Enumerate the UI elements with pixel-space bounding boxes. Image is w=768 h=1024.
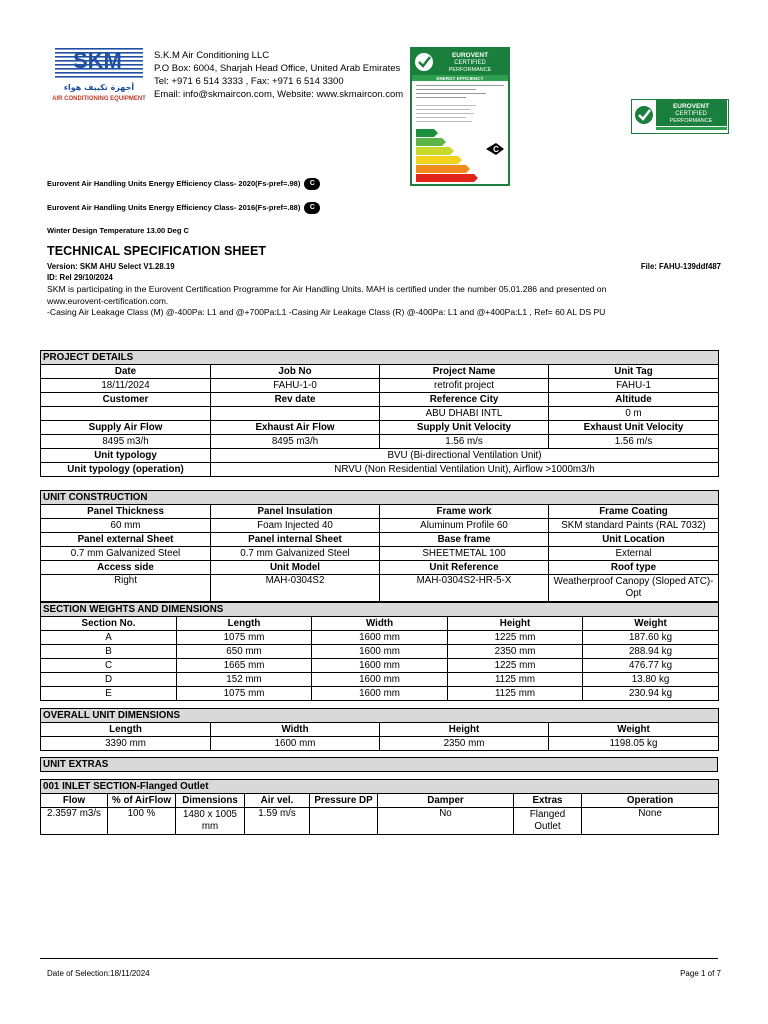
table-cell: Project Name — [380, 365, 549, 379]
exhaust-air-flow: 8495 m3/h — [211, 435, 380, 449]
table-cell: www.eurovent-certification.com. — [47, 295, 169, 306]
table-cell: 187.60 kg — [583, 631, 719, 645]
inlet-section-table — [40, 779, 719, 835]
table-cell: 1.59 m/s — [245, 808, 310, 835]
table-cell: PERFORMANCE — [669, 118, 713, 124]
overall-weight: 1198.05 kg — [549, 737, 719, 751]
table-cell: Height — [448, 617, 583, 631]
company-details — [154, 49, 403, 101]
table-cell: Height — [380, 723, 549, 737]
table-cell — [310, 808, 378, 835]
table-cell: MAH-0304S2-HR-5-X — [380, 575, 549, 602]
table-cell: 1665 mm — [177, 659, 312, 673]
energy-label-graphic — [412, 49, 508, 184]
company-email: Email: info@skmaircon.com, Website: www.skmaircon.com — [154, 89, 404, 100]
table-cell: Width — [312, 617, 448, 631]
table-cell: 2350 mm — [448, 645, 583, 659]
eurovent-certified-badge — [631, 99, 729, 134]
table-cell: 0.7 mm Galvanized Steel — [211, 547, 380, 561]
table-cell: Pressure DP — [310, 794, 378, 808]
table-cell: Base frame — [380, 533, 549, 547]
table-cell: 1075 mm — [177, 631, 312, 645]
table-cell: Panel Thickness — [41, 505, 211, 519]
table-cell: C — [493, 145, 499, 154]
table-cell: PERFORMANCE — [448, 67, 492, 73]
company-address: P.O Box: 6004, Sharjah Head Office, United Arab Emirates — [154, 63, 401, 74]
table-cell: EUROVENT — [451, 52, 489, 59]
table-cell: Unit Model — [211, 561, 380, 575]
table-cell: 1225 mm — [448, 659, 583, 673]
table-cell: Altitude — [549, 393, 719, 407]
section-header: SECTION WEIGHTS AND DIMENSIONS — [41, 603, 719, 617]
overall-width: 1600 mm — [211, 737, 380, 751]
table-cell: Extras — [514, 794, 582, 808]
logo-letters: SKM — [73, 48, 122, 73]
certified-badge-graphic — [632, 100, 727, 132]
version-label: Version: SKM AHU Select V1.28.19 — [47, 262, 175, 271]
table-cell: Date — [41, 365, 211, 379]
table-cell: B — [41, 645, 177, 659]
table-cell: None — [582, 808, 719, 835]
letterhead — [47, 46, 737, 196]
table-cell: Length — [177, 617, 312, 631]
section-header: OVERALL UNIT DIMENSIONS — [41, 709, 719, 723]
table-cell: External — [549, 547, 719, 561]
table-cell: D — [41, 673, 177, 687]
table-cell: 152 mm — [177, 673, 312, 687]
table-cell: 476.77 kg — [583, 659, 719, 673]
table-cell: Supply Air Flow — [41, 421, 211, 435]
table-cell: Reference City — [380, 393, 549, 407]
table-row — [41, 673, 719, 687]
table-cell: MAH-0304S2 — [211, 575, 380, 602]
section-header: UNIT EXTRAS — [41, 758, 718, 772]
table-cell: CERTIFIED — [454, 60, 486, 66]
winter-design-temp: Winter Design Temperature 13.00 Deg C — [47, 226, 189, 235]
job-no: FAHU-1-0 — [211, 379, 380, 393]
table-cell: Panel external Sheet — [41, 533, 211, 547]
table-cell: 1600 mm — [312, 659, 448, 673]
table-cell: Panel Insulation — [211, 505, 380, 519]
table-row — [41, 808, 719, 835]
table-cell: Right — [41, 575, 211, 602]
table-cell: 100 % — [108, 808, 176, 835]
table-cell: Unit Location — [549, 533, 719, 547]
page-title: TECHNICAL SPECIFICATION SHEET — [47, 244, 267, 258]
table-cell: 650 mm — [177, 645, 312, 659]
table-cell: Flow — [41, 794, 108, 808]
altitude: 0 m — [549, 407, 719, 421]
table-cell: Job No — [211, 365, 380, 379]
table-row — [41, 645, 719, 659]
skm-logo — [51, 46, 147, 102]
table-cell: Frame Coating — [549, 505, 719, 519]
unit-typology-operation: NRVU (Non Residential Ventilation Unit), Airflow >1000m3/h — [211, 463, 719, 477]
overall-height: 2350 mm — [380, 737, 549, 751]
table-cell: Panel internal Sheet — [211, 533, 380, 547]
table-cell: Roof type — [549, 561, 719, 575]
table-cell: Rev date — [211, 393, 380, 407]
rev-date — [211, 407, 380, 421]
table-cell: Aluminum Profile 60 — [380, 519, 549, 533]
company-tel: Tel: +971 6 514 3333 , Fax: +971 6 514 3300 — [154, 76, 344, 87]
table-cell: Access side — [41, 561, 211, 575]
table-cell: Frame work — [380, 505, 549, 519]
table-cell: 1225 mm — [448, 631, 583, 645]
table-cell: Air vel. — [245, 794, 310, 808]
table-cell: ENERGY EFFICIENCY — [436, 76, 484, 81]
project-construction-table — [40, 350, 719, 602]
table-cell: No — [378, 808, 514, 835]
table-row — [41, 631, 719, 645]
table-cell: E — [41, 687, 177, 701]
table-cell: -Casing Air Leakage Class (M) @-400Pa: L1 and @+700Pa:L1 -Casing Air Leakage Class (R) @-400Pa: L1 and @+400Pa:L1 , Ref= 60 AL DS PU — [47, 307, 606, 317]
section-header: PROJECT DETAILS — [41, 351, 719, 365]
table-cell: Operation — [582, 794, 719, 808]
table-cell: 1125 mm — [448, 673, 583, 687]
table-cell: Unit Reference — [380, 561, 549, 575]
footer-divider — [40, 958, 718, 959]
table-cell: SHEETMETAL 100 — [380, 547, 549, 561]
class-c-icon: C — [304, 202, 320, 214]
section-header: UNIT CONSTRUCTION — [41, 491, 719, 505]
exhaust-unit-velocity: 1.56 m/s — [549, 435, 719, 449]
table-cell: Weight — [549, 723, 719, 737]
id-label: ID: Rel 29/10/2024 — [47, 273, 113, 282]
table-cell: 1600 mm — [312, 631, 448, 645]
table-cell: Customer — [41, 393, 211, 407]
table-cell: Exhaust Air Flow — [211, 421, 380, 435]
table-cell: 1600 mm — [312, 687, 448, 701]
selection-date: Date of Selection:18/11/2024 — [47, 969, 150, 978]
table-cell: Section No. — [41, 617, 177, 631]
supply-air-flow: 8495 m3/h — [41, 435, 211, 449]
table-cell: Flanged Outlet — [514, 808, 582, 835]
table-cell: % of AirFlow — [108, 794, 176, 808]
table-cell: Foam Injected 40 — [211, 519, 380, 533]
table-cell: CERTIFIED — [675, 111, 707, 117]
table-cell: 1600 mm — [312, 673, 448, 687]
overall-dimensions-table — [40, 708, 719, 751]
table-cell: Unit typology — [41, 449, 211, 463]
table-cell: SKM is participating in the Eurovent Certification Programme for Air Handling Units. MAH is certified under the number 05.01.286 and presented on — [47, 284, 607, 294]
table-cell: Eurovent Air Handling Units Energy Efficiency Class- 2020(Fs-pref=.98) — [47, 178, 301, 188]
certification-description — [47, 284, 727, 319]
table-cell: C — [41, 659, 177, 673]
table-cell: Eurovent Air Handling Units Energy Efficiency Class- 2016(Fs-pref=.88) — [47, 202, 301, 212]
table-cell: 1075 mm — [177, 687, 312, 701]
table-cell: Dimensions — [176, 794, 245, 808]
customer — [41, 407, 211, 421]
table-cell: 2.3597 m3/s — [41, 808, 108, 835]
section-weights-table — [40, 602, 719, 701]
page-number: Page 1 of 7 — [680, 969, 721, 978]
class-c-icon: C — [304, 178, 320, 190]
table-cell: Unit Tag — [549, 365, 719, 379]
section-header: 001 INLET SECTION-Flanged Outlet — [41, 780, 719, 794]
table-cell: 1480 x 1005 mm — [176, 808, 245, 835]
table-row — [41, 687, 719, 701]
table-cell: 13.80 kg — [583, 673, 719, 687]
table-cell: 0.7 mm Galvanized Steel — [41, 547, 211, 561]
table-cell: Weight — [583, 617, 719, 631]
table-cell: A — [41, 631, 177, 645]
unit-extras-table — [40, 757, 718, 772]
ee-class-2016 — [47, 202, 320, 214]
table-row — [41, 659, 719, 673]
table-cell: 1600 mm — [312, 645, 448, 659]
company-name: S.K.M Air Conditioning LLC — [154, 50, 270, 61]
table-cell: Supply Unit Velocity — [380, 421, 549, 435]
table-cell: SKM standard Paints (RAL 7032) — [549, 519, 719, 533]
table-cell: Weatherproof Canopy (Sloped ATC)-Opt — [549, 575, 719, 602]
unit-tag: FAHU-1 — [549, 379, 719, 393]
file-label: File: FAHU-139ddf487 — [640, 262, 721, 271]
table-cell: 230.94 kg — [583, 687, 719, 701]
table-cell: Length — [41, 723, 211, 737]
supply-unit-velocity: 1.56 m/s — [380, 435, 549, 449]
table-cell: 60 mm — [41, 519, 211, 533]
eurovent-energy-label — [410, 47, 510, 186]
project-name: retrofit project — [380, 379, 549, 393]
logo-arabic: أجهزة تكييف هواء — [63, 83, 135, 92]
table-cell: Exhaust Unit Velocity — [549, 421, 719, 435]
unit-typology: BVU (Bi-directional Ventilation Unit) — [211, 449, 719, 463]
logo-subtitle: AIR CONDITIONING EQUIPMENT — [52, 96, 146, 102]
table-cell: EUROVENT — [672, 103, 710, 110]
table-cell: Damper — [378, 794, 514, 808]
project-date: 18/11/2024 — [41, 379, 211, 393]
table-cell: Unit typology (operation) — [41, 463, 211, 477]
overall-length: 3390 mm — [41, 737, 211, 751]
table-cell: 1125 mm — [448, 687, 583, 701]
table-cell: 288.94 kg — [583, 645, 719, 659]
ee-class-2020 — [47, 178, 320, 190]
table-cell: Width — [211, 723, 380, 737]
reference-city: ABU DHABI INTL — [380, 407, 549, 421]
